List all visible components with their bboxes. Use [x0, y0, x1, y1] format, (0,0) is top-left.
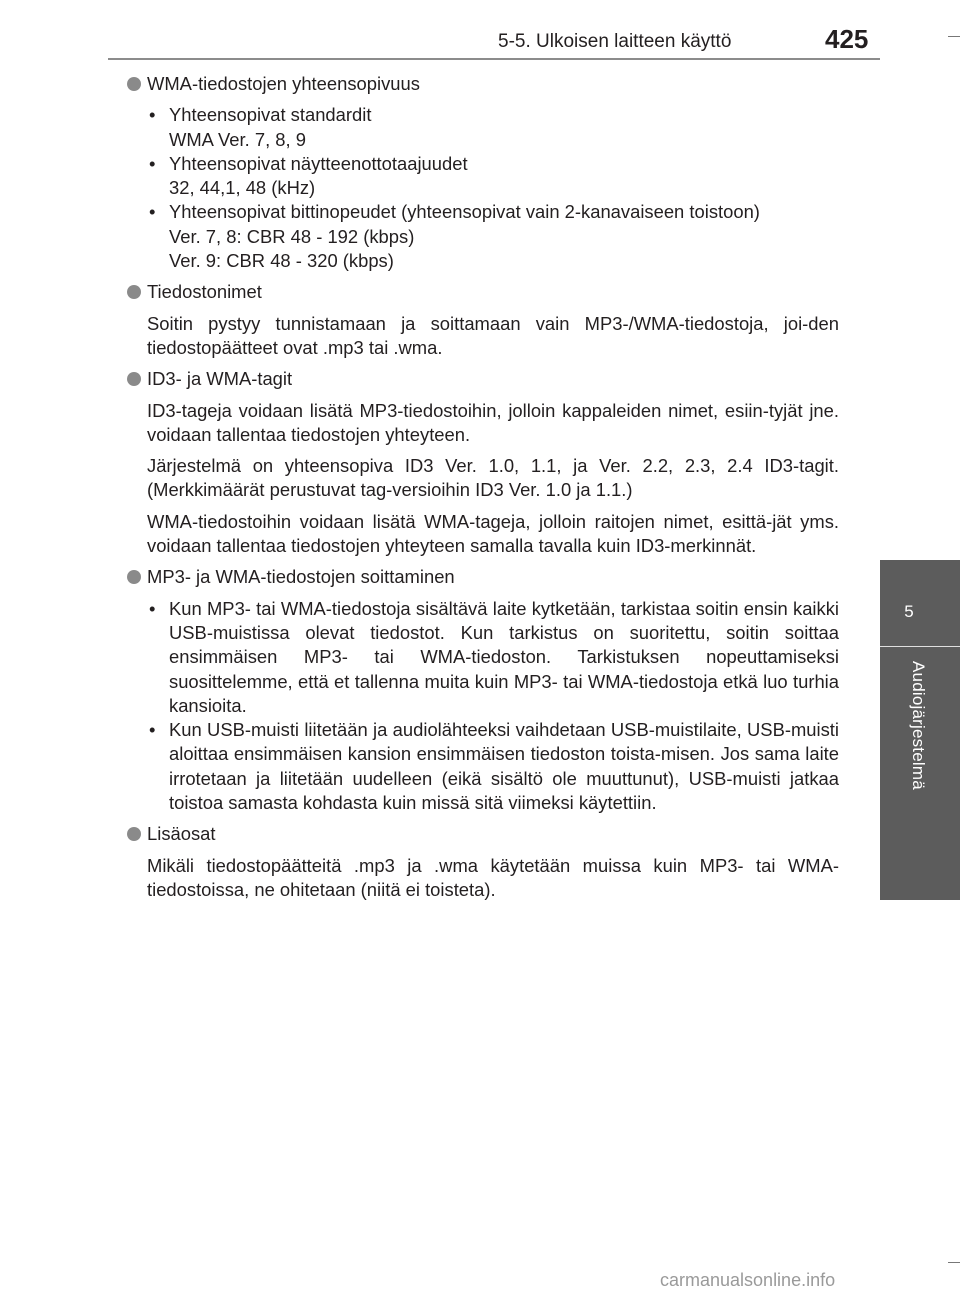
heading-text: Tiedostonimet [147, 281, 262, 303]
heading-text: ID3- ja WMA-tagit [147, 368, 293, 390]
bullet-dot-icon [127, 77, 141, 91]
list-item [147, 152, 839, 201]
list-item-text: Kun USB-muisti liitetään ja audiolähteeksi vaihdetaan USB-muistilaite, USB-muisti aloittaa ensimmäisen kansion ensimmäisen tiedoston toista-misen. Jos sama laite irrotetaan ja liitetään uudelleen (eikä sisältö ole muuttunut), USB-muisti jatkaa toistoa samasta kohdasta kuin missä sitä viimeksi käytettiin. [169, 719, 839, 814]
list-dot-icon: • [149, 104, 156, 126]
section-filenames [127, 280, 839, 360]
paragraph: Soitin pystyy tunnistamaan ja soittamaan vain MP3-/WMA-tiedostoja, joi-den tiedostopäätteet ovat .mp3 tai .wma. [147, 312, 839, 358]
list-item [147, 103, 839, 152]
crop-mark-top [948, 36, 960, 37]
chapter-number: 5 [904, 602, 914, 621]
list-item [147, 200, 839, 273]
header-rule [108, 58, 880, 60]
page-number: 425 [825, 24, 869, 54]
bullet-dot-icon [127, 827, 141, 841]
section-heading [127, 565, 839, 589]
list-dot-icon: • [149, 152, 156, 174]
list-item-value: WMA Ver. 7, 8, 9 [169, 128, 306, 150]
section-heading [127, 822, 839, 846]
heading-text: Lisäosat [147, 823, 216, 845]
section-heading [127, 72, 839, 96]
page-body [127, 72, 839, 909]
list-dot-icon: • [149, 597, 156, 619]
paragraph: WMA-tiedostoihin voidaan lisätä WMA-tageja, jolloin raitojen nimet, esittä-jät yms. voidaan tallentaa tiedostojen yhteyteen samalla tavalla kuin ID3-merkinnät. [147, 510, 839, 557]
footer-watermark: carmanualsonline.info [660, 1270, 836, 1290]
section-heading [127, 367, 839, 391]
crop-mark-bottom [948, 1262, 960, 1263]
section-playback [127, 565, 839, 815]
heading-text: WMA-tiedostojen yhteensopivuus [147, 73, 420, 94]
section-heading [127, 280, 839, 304]
list-dot-icon: • [149, 719, 156, 741]
list-item-value: Ver. 7, 8: CBR 48 - 192 (kbps) [169, 225, 415, 247]
section-title: 5-5. Ulkoisen laitteen käyttö [498, 31, 732, 52]
paragraph: ID3-tageja voidaan lisätä MP3-tiedostoihin, jolloin kappaleiden nimet, esiin-tyjät jne. voidaan tallentaa tiedostojen yhteyteen. [147, 399, 839, 445]
list-item-text: Kun MP3- tai WMA-tiedostoja sisältävä laite kytketään, tarkistaa soitin ensin kaikki USB-muistissa olevat tiedostot. Kun tarkistus on suoritettu, soitin soittaa ensimmäisen MP3- tai WMA-tiedoston. Tarkistuksen nopeuttamiseksi suosittelemme, että et tallenna muita kuin MP3- tai WMA-tiedostoja etkä luo turhia kansioita. [169, 597, 839, 716]
list-item-value: 32, 44,1, 48 (kHz) [169, 177, 316, 199]
paragraph: Järjestelmä on yhteensopiva ID3 Ver. 1.0, 1.1, ja Ver. 2.2, 2.3, 2.4 ID3-tagit. (Merkkimäärät perustuvat tag-versioihin ID3 Ver. 1.0 ja 1.1.) [147, 455, 839, 501]
list-item [147, 597, 839, 718]
section-wma-compat [127, 72, 839, 273]
bullet-dot-icon [127, 285, 141, 299]
spec-list [127, 103, 839, 273]
list-item-text: Yhteensopivat näytteenottotaajuudet [169, 152, 468, 174]
chapter-label: Audiojärjestelmä [909, 661, 928, 790]
list-item [147, 718, 839, 815]
list-dot-icon: • [149, 201, 156, 223]
list-item-text: Yhteensopivat bittinopeudet (yhteensopivat vain 2-kanavaiseen toistoon) [169, 201, 760, 223]
list-item-value: Ver. 9: CBR 48 - 320 (kbps) [169, 250, 394, 272]
heading-text: MP3- ja WMA-tiedostojen soittaminen [147, 566, 455, 588]
bullet-dot-icon [127, 372, 141, 386]
paragraph: Mikäli tiedostopäätteitä .mp3 ja .wma käytetään muissa kuin MP3- tai WMA-tiedostoissa, ne ohitetaan (niitä ei toisteta). [147, 854, 839, 900]
section-extensions [127, 822, 839, 902]
playback-list [127, 597, 839, 816]
bullet-dot-icon [127, 570, 141, 584]
chapter-tab [880, 560, 960, 900]
chapter-tab-divider [880, 646, 960, 647]
section-tags [127, 367, 839, 558]
list-item-text: Yhteensopivat standardit [169, 104, 372, 126]
